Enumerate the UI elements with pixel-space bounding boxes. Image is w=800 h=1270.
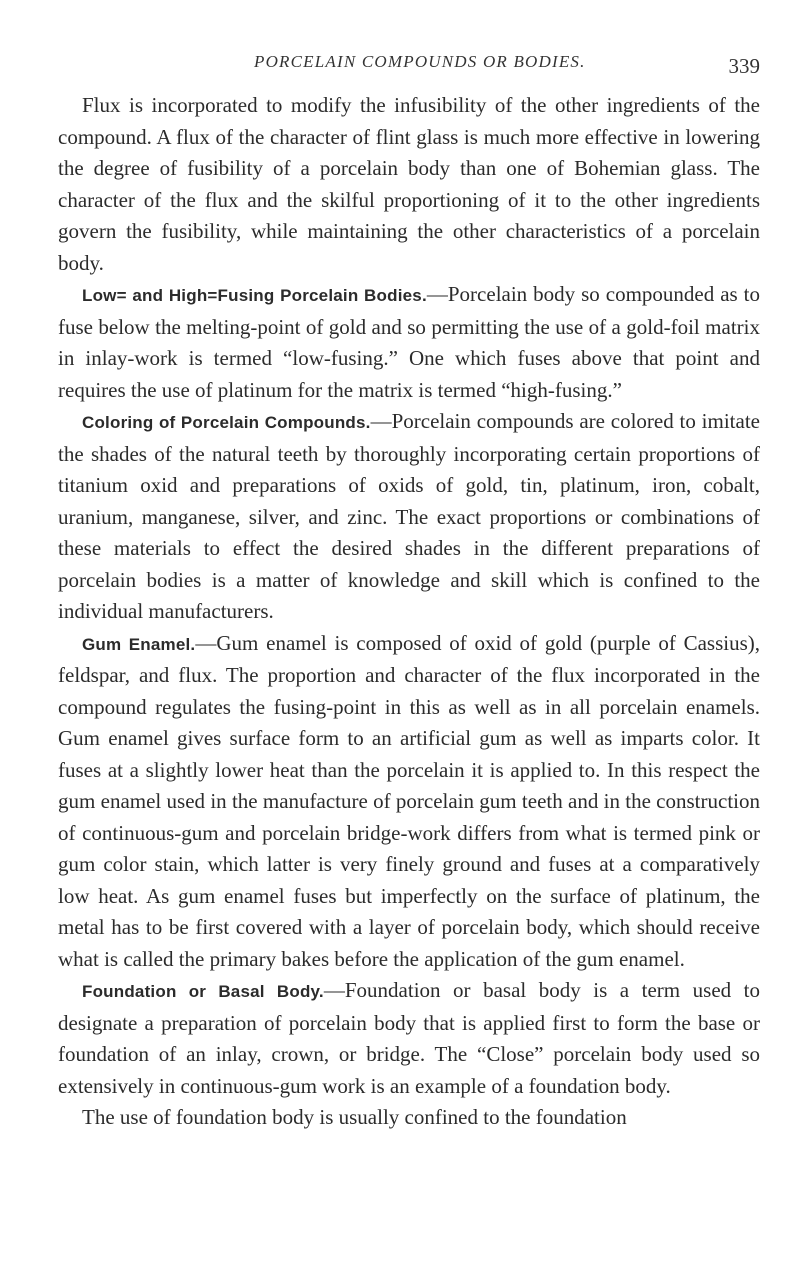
section-heading: Coloring of Porcelain Compounds. <box>82 413 371 432</box>
section-heading: Foundation or Basal Body. <box>82 982 324 1001</box>
page-header <box>58 52 760 90</box>
section-heading: Low= and High=Fusing Porcelain Bodies. <box>82 286 427 305</box>
paragraph-foundation-continued <box>58 1102 760 1134</box>
page-number: 339 <box>728 54 760 78</box>
paragraph-text: Flux is incorporated to modify the infusibility of the other ingredients of the compound. A flux of the character of flint glass is much more effective in lowering the degree of fusibility of a porcelain body than one of Bohemian glass. The character of the flux and the skilful proportioning of it to the other ingredients govern the fusibility, while maintaining the other characteristics of a porcelain body. <box>58 93 760 275</box>
paragraph-low-high-fusing <box>58 279 760 406</box>
paragraph-text: —Gum enamel is composed of oxid of gold (purple of Cassius), feldspar, and flux. The proportion and character of the flux incorporated in the compound regulates the fusing-point in this as well as in all porcelain enamels. Gum enamel gives surface form to an artificial gum as well as imparts color. It fuses at a slightly lower heat than the porcelain it is applied to. In this respect the gum enamel used in the manufacture of porcelain gum teeth and in the construction of continuous-gum and porcelain bridge-work differs from what is termed pink or gum color stain, which latter is very finely ground and fuses at a comparatively low heat. As gum enamel fuses but imperfectly on the surface of platinum, the metal has to be first covered with a layer of porcelain body, which should receive what is called the primary bakes before the application of the gum enamel. <box>58 630 761 971</box>
paragraph-gum-enamel <box>58 628 760 976</box>
paragraph-text: —Porcelain body so compounded as to fuse below the melting-point of gold and so permitting the use of a gold-foil matrix in inlay-work is termed “low-fusing.” One which fuses above that point and requires the use of platinum for the matrix is termed “high-fusing.” <box>58 282 761 402</box>
paragraph-text: The use of foundation body is usually confined to the foundation <box>82 1105 627 1129</box>
paragraph-flux <box>58 90 760 279</box>
paragraph-foundation-body <box>58 975 760 1102</box>
book-page <box>58 52 760 1134</box>
paragraph-text: —Foundation or basal body is a term used to designate a preparation of porcelain body that is applied first to form the base or foundation of an inlay, crown, or bridge. The “Close” porcelain body used so extensively in continuous-gum work is an example of a foundation body. <box>58 978 761 1098</box>
paragraph-text: —Porcelain compounds are colored to imitate the shades of the natural teeth by thoroughly incorporating certain proportions of titanium oxid and preparations of oxids of gold, tin, platinum, iron, cobalt, uranium, manganese, silver, and zinc. The exact proportions or combinations of these materials to effect the desired shades in the different preparations of porcelain bodies is a matter of knowledge and skill which is confined to the individual manufacturers. <box>58 409 760 623</box>
paragraph-coloring <box>58 406 760 628</box>
section-heading: Gum Enamel. <box>82 634 196 654</box>
running-head: PORCELAIN COMPOUNDS OR BODIES. <box>254 52 586 71</box>
